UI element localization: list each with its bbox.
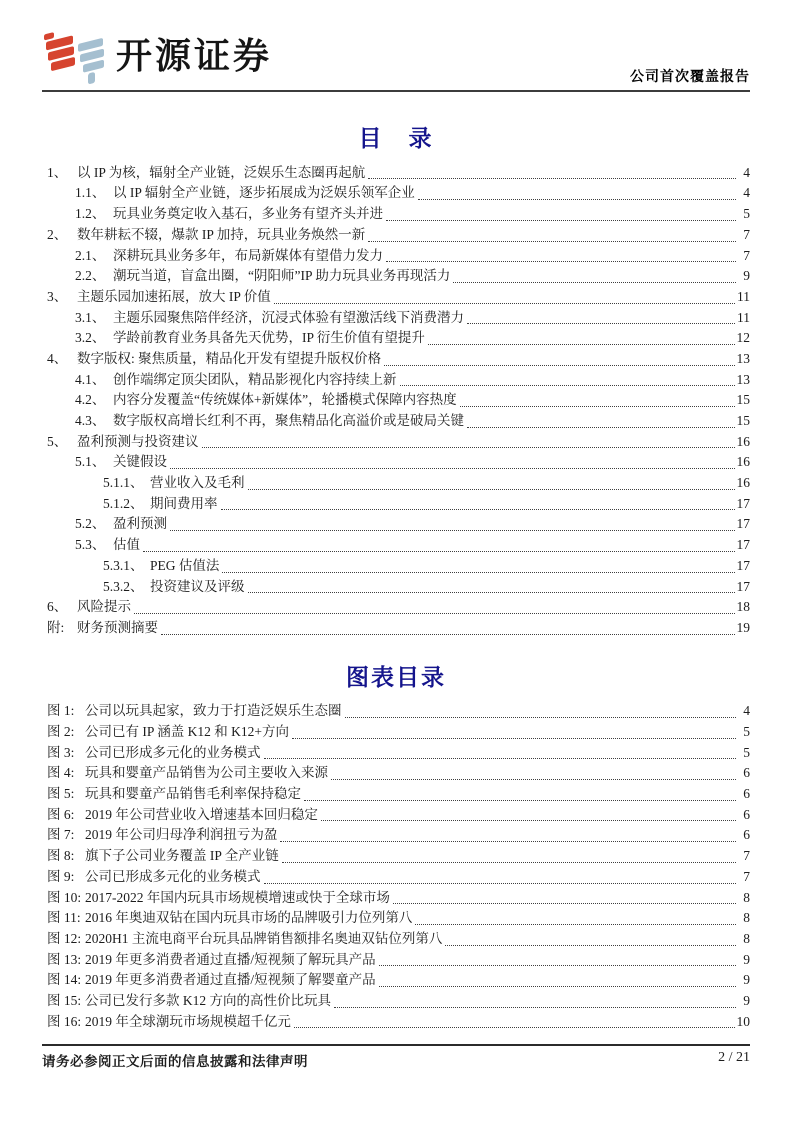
toc-item-number: 2、 — [47, 226, 68, 242]
toc-item-number: 6、 — [47, 599, 68, 615]
toc-item-number: 5.3、 — [75, 537, 106, 553]
figure-list-title: 图表目录 — [346, 664, 446, 690]
figure-item-page: 6 — [743, 806, 750, 822]
toc-item-title: 内容分发覆盖“传统媒体+新媒体”，轮播模式保障内容热度 — [113, 392, 457, 408]
toc-item-title: 风险提示 — [77, 599, 131, 615]
toc-item-page: 13 — [736, 350, 750, 366]
leader-dots — [445, 934, 736, 946]
toc-item[interactable] — [42, 390, 750, 411]
figure-item-number: 图 4: — [47, 765, 75, 781]
figure-item-page: 8 — [743, 889, 750, 905]
toc-item[interactable] — [42, 328, 750, 349]
leader-dots — [304, 789, 736, 801]
leader-dots — [274, 292, 735, 304]
toc-item-title: 关键假设 — [113, 454, 167, 470]
leader-dots — [170, 519, 735, 531]
figure-item-title: 旗下子公司业务覆盖 IP 全产业链 — [85, 848, 279, 864]
toc-item[interactable] — [42, 597, 750, 618]
toc-title: 目 录 — [358, 126, 434, 151]
leader-dots — [280, 830, 736, 842]
toc-item[interactable] — [42, 246, 750, 267]
toc-item-page: 17 — [736, 495, 750, 511]
figure-item-page: 9 — [743, 992, 750, 1008]
figure-item-number: 图 12: — [47, 930, 82, 946]
toc-item[interactable] — [42, 432, 750, 453]
toc-item-page: 12 — [736, 330, 750, 346]
leader-dots — [453, 271, 736, 283]
figure-item[interactable] — [42, 929, 750, 950]
figure-item[interactable] — [42, 805, 750, 826]
figure-item-number: 图 16: — [47, 1013, 82, 1029]
toc-item-page: 17 — [736, 516, 750, 532]
figure-item-title: 2019 年全球潮玩市场规模超千亿元 — [85, 1013, 291, 1029]
figure-item-number: 图 10: — [47, 889, 82, 905]
toc-item-page: 4 — [743, 185, 750, 201]
figure-item[interactable] — [42, 743, 750, 764]
toc-item-page: 4 — [743, 164, 750, 180]
figure-item[interactable] — [42, 991, 750, 1012]
leader-dots — [222, 561, 734, 573]
toc-item[interactable] — [42, 494, 750, 515]
toc-item-title: 数字版权高增长红利不再，聚焦精品化高溢价或是破局关键 — [113, 413, 464, 428]
toc-item-title: 数年耕耘不辍，爆款 IP 加持，玩具业务焕然一新 — [77, 226, 366, 242]
kaiyuan-logo-icon — [42, 29, 106, 87]
toc-item[interactable] — [42, 183, 750, 204]
leader-dots — [202, 436, 735, 448]
toc-item-number: 3.2、 — [75, 330, 106, 346]
toc-item-title: 财务预测摘要 — [77, 619, 158, 635]
figure-item[interactable] — [42, 722, 750, 743]
toc-item-title: 玩具业务奠定收入基石，多业务有望齐头并进 — [113, 206, 383, 222]
toc-item-number: 5.1.2、 — [103, 495, 144, 511]
figure-item-title: 玩具和婴童产品销售毛利率保持稳定 — [85, 786, 301, 802]
toc-item[interactable] — [42, 556, 750, 577]
leader-dots — [170, 457, 735, 469]
toc-item-number: 附: — [47, 619, 65, 635]
toc-item-title: 盈利预测与投资建议 — [77, 433, 199, 449]
toc-item-page: 18 — [736, 599, 750, 615]
toc-item-number: 5.3.1、 — [103, 557, 144, 573]
toc-item-page: 7 — [743, 226, 750, 242]
toc-item-page: 16 — [736, 475, 750, 491]
leader-dots — [368, 167, 736, 179]
toc-item-page: 11 — [737, 288, 750, 304]
figure-item-number: 图 9: — [47, 868, 75, 884]
disclaimer-text: 请务必参阅正文后面的信息披露和法律声明 — [42, 1054, 308, 1069]
figure-item-title: 玩具和婴童产品销售为公司主要收入来源 — [85, 765, 328, 781]
figure-item-title: 2019 年更多消费者通过直播/短视频了解玩具产品 — [85, 951, 376, 967]
toc-item-number: 4.2、 — [75, 392, 106, 408]
figure-item[interactable] — [42, 1012, 750, 1033]
figure-item-number: 图 15: — [47, 992, 82, 1008]
figure-item-number: 图 13: — [47, 951, 82, 967]
leader-dots — [386, 209, 736, 221]
toc-item-number: 2.2、 — [75, 268, 106, 284]
toc-item-number: 5、 — [47, 433, 68, 449]
toc-item-title: 主题乐园加速拓展，放大 IP 价值 — [77, 288, 271, 304]
toc-item-number: 5.3.2、 — [103, 578, 144, 594]
leader-dots — [400, 374, 735, 386]
figure-item-page: 5 — [743, 744, 750, 760]
figure-item-page: 6 — [743, 765, 750, 781]
toc-item-title: PEG 估值法 — [150, 557, 220, 573]
figure-item-number: 图 8: — [47, 848, 75, 864]
leader-dots — [161, 623, 735, 635]
figure-item[interactable] — [42, 867, 750, 888]
toc-item-number: 1.2、 — [75, 206, 106, 222]
figure-item[interactable] — [42, 846, 750, 867]
toc-item-title: 主题乐园聚焦陪伴经济，沉浸式体验有望激活线下消费潜力 — [113, 309, 464, 325]
toc-item-title: 盈利预测 — [113, 516, 167, 532]
leader-dots — [386, 250, 736, 262]
leader-dots — [415, 913, 736, 925]
toc-item-number: 4、 — [47, 350, 68, 366]
figure-item-number: 图 14: — [47, 972, 82, 988]
figure-item-page: 9 — [743, 972, 750, 988]
toc-item-page: 17 — [736, 537, 750, 553]
toc-item[interactable] — [42, 225, 750, 246]
leader-dots — [248, 478, 735, 490]
figure-item[interactable] — [42, 950, 750, 971]
toc-item-title: 营业收入及毛利 — [150, 475, 245, 491]
figure-item-number: 图 5: — [47, 786, 75, 802]
toc-item-number: 5.1、 — [75, 454, 106, 470]
figure-item-number: 图 7: — [47, 827, 75, 843]
toc-item-title: 投资建议及评级 — [150, 578, 245, 594]
figure-item-title: 2019 年公司归母净利润扭亏为盈 — [85, 827, 278, 843]
figure-item-number: 图 11: — [47, 910, 81, 926]
toc-item-page: 16 — [736, 454, 750, 470]
toc-item-title: 学龄前教育业务具备先天优势，IP 衍生价值有望提升 — [113, 330, 425, 346]
toc-item[interactable] — [42, 514, 750, 535]
toc-item-number: 1.1、 — [75, 185, 106, 201]
figure-item-page: 7 — [743, 868, 750, 884]
toc-item-number: 3、 — [47, 288, 68, 304]
figure-item-title: 2019 年更多消费者通过直播/短视频了解婴童产品 — [85, 972, 376, 988]
toc-item[interactable] — [42, 535, 750, 556]
leader-dots — [294, 1016, 735, 1028]
figure-item[interactable] — [42, 888, 750, 909]
toc-item-page: 17 — [736, 557, 750, 573]
toc-item[interactable] — [42, 204, 750, 225]
leader-dots — [467, 312, 735, 324]
leader-dots — [384, 354, 734, 366]
toc-item[interactable] — [42, 473, 750, 494]
leader-dots — [292, 727, 736, 739]
toc-item[interactable] — [42, 349, 750, 370]
toc-item-page: 19 — [736, 619, 750, 635]
toc-item-title: 数字版权: 聚焦质量，精品化开发有望提升版权价格 — [77, 350, 382, 366]
toc-item-number: 2.1、 — [75, 247, 106, 263]
figure-item-page: 5 — [743, 724, 750, 739]
figure-item-page: 7 — [743, 848, 750, 864]
figure-item-page: 8 — [743, 910, 750, 926]
toc-item-page: 11 — [737, 309, 750, 325]
toc-item-page: 17 — [736, 578, 750, 594]
figure-item-page: 8 — [743, 930, 750, 946]
figure-item-page: 9 — [743, 951, 750, 967]
leader-dots — [368, 230, 736, 242]
leader-dots — [334, 996, 736, 1008]
figure-item-title: 2017-2022 年国内玩具市场规模增速或快于全球市场 — [85, 889, 390, 905]
toc-item-number: 5.1.1、 — [103, 475, 144, 491]
toc-item-title: 以 IP 为核，辐射全产业链，泛娱乐生态圈再起航 — [77, 164, 366, 180]
toc-item-title: 估值 — [113, 537, 140, 553]
leader-dots — [331, 768, 736, 780]
toc-item-number: 1、 — [47, 164, 68, 180]
figure-item[interactable] — [42, 701, 750, 722]
brand-logo — [42, 29, 272, 87]
toc-item[interactable] — [42, 163, 750, 184]
leader-dots — [393, 892, 736, 904]
toc-item-title: 期间费用率 — [150, 495, 218, 511]
leader-dots — [248, 581, 735, 593]
figure-item-title: 2020H1 主流电商平台玩具品牌销售额排名奥迪双钻位列第八 — [85, 930, 443, 946]
toc-item-page: 13 — [736, 371, 750, 387]
leader-dots — [379, 954, 736, 966]
figure-item-title: 公司已形成多元化的业务模式 — [85, 868, 261, 884]
leader-dots — [221, 498, 735, 510]
leader-dots — [143, 540, 735, 552]
toc-item-page: 16 — [736, 433, 750, 449]
toc-item-title: 创作端绑定顶尖团队，精品影视化内容持续上新 — [113, 371, 397, 387]
leader-dots — [345, 706, 737, 718]
figure-list — [42, 701, 750, 1032]
figure-item-title: 公司已发行多款 K12 方向的高性价比玩具 — [85, 992, 331, 1008]
figure-item-number: 图 6: — [47, 806, 75, 822]
leader-dots — [134, 602, 735, 614]
toc-list — [42, 163, 750, 639]
figure-item-number: 图 1: — [47, 703, 75, 719]
leader-dots — [321, 809, 736, 821]
leader-dots — [460, 395, 735, 407]
figure-item[interactable] — [42, 763, 750, 784]
toc-item-page: 7 — [743, 247, 750, 263]
toc-item-page: 5 — [743, 206, 750, 222]
toc-item-number: 4.3、 — [75, 413, 106, 428]
figure-item[interactable] — [42, 970, 750, 991]
page-number-indicator: 2 / 21 — [718, 1050, 750, 1065]
figure-item-title: 公司以玩具起家，致力于打造泛娱乐生态圈 — [85, 703, 342, 719]
toc-item[interactable] — [42, 618, 750, 639]
figure-item-title: 公司已有 IP 涵盖 K12 和 K12+方向 — [85, 724, 289, 739]
toc-item-title: 深耕玩具业务多年，布局新媒体有望借力发力 — [113, 247, 383, 263]
figure-item-page: 6 — [743, 827, 750, 843]
figure-item-title: 公司已形成多元化的业务模式 — [85, 744, 261, 760]
leader-dots — [264, 747, 737, 759]
leader-dots — [428, 333, 735, 345]
page-footer — [42, 1044, 750, 1070]
toc-item[interactable] — [42, 370, 750, 391]
figure-item-number: 图 3: — [47, 744, 75, 760]
leader-dots — [467, 416, 735, 428]
leader-dots — [282, 851, 736, 863]
figure-item-title: 2019 年公司营业收入增速基本回归稳定 — [85, 806, 318, 822]
leader-dots — [418, 188, 736, 200]
figure-item-page: 4 — [743, 703, 750, 719]
leader-dots — [379, 975, 736, 987]
toc-item[interactable] — [42, 411, 750, 432]
toc-item-number: 5.2、 — [75, 516, 106, 532]
figure-item[interactable] — [42, 825, 750, 846]
toc-item-page: 15 — [736, 413, 750, 428]
toc-item[interactable] — [42, 577, 750, 598]
page-header — [42, 24, 750, 92]
toc-item-title: 以 IP 辐射全产业链，逐步拓展成为泛娱乐领军企业 — [113, 185, 415, 201]
figure-item[interactable] — [42, 784, 750, 805]
figure-item-number: 图 2: — [47, 724, 75, 739]
toc-item-number: 4.1、 — [75, 371, 106, 387]
toc-item-number: 3.1、 — [75, 309, 106, 325]
report-type-label: 公司首次覆盖报告 — [630, 70, 750, 85]
toc-item-title: 潮玩当道，盲盒出圈，“阴阳师”IP 助力玩具业务再现活力 — [113, 268, 451, 284]
figure-item-page: 6 — [743, 786, 750, 802]
toc-item[interactable] — [42, 308, 750, 329]
toc-item[interactable] — [42, 287, 750, 308]
figure-item-page: 10 — [736, 1013, 750, 1029]
figure-item[interactable] — [42, 908, 750, 929]
leader-dots — [264, 872, 737, 884]
toc-item-page: 15 — [736, 392, 750, 408]
brand-name: 开源证券 — [116, 35, 273, 76]
toc-item[interactable] — [42, 266, 750, 287]
toc-item[interactable] — [42, 452, 750, 473]
toc-item-page: 9 — [743, 268, 750, 284]
figure-item-title: 2016 年奥迪双钻在国内玩具市场的品牌吸引力位列第八 — [85, 910, 413, 926]
